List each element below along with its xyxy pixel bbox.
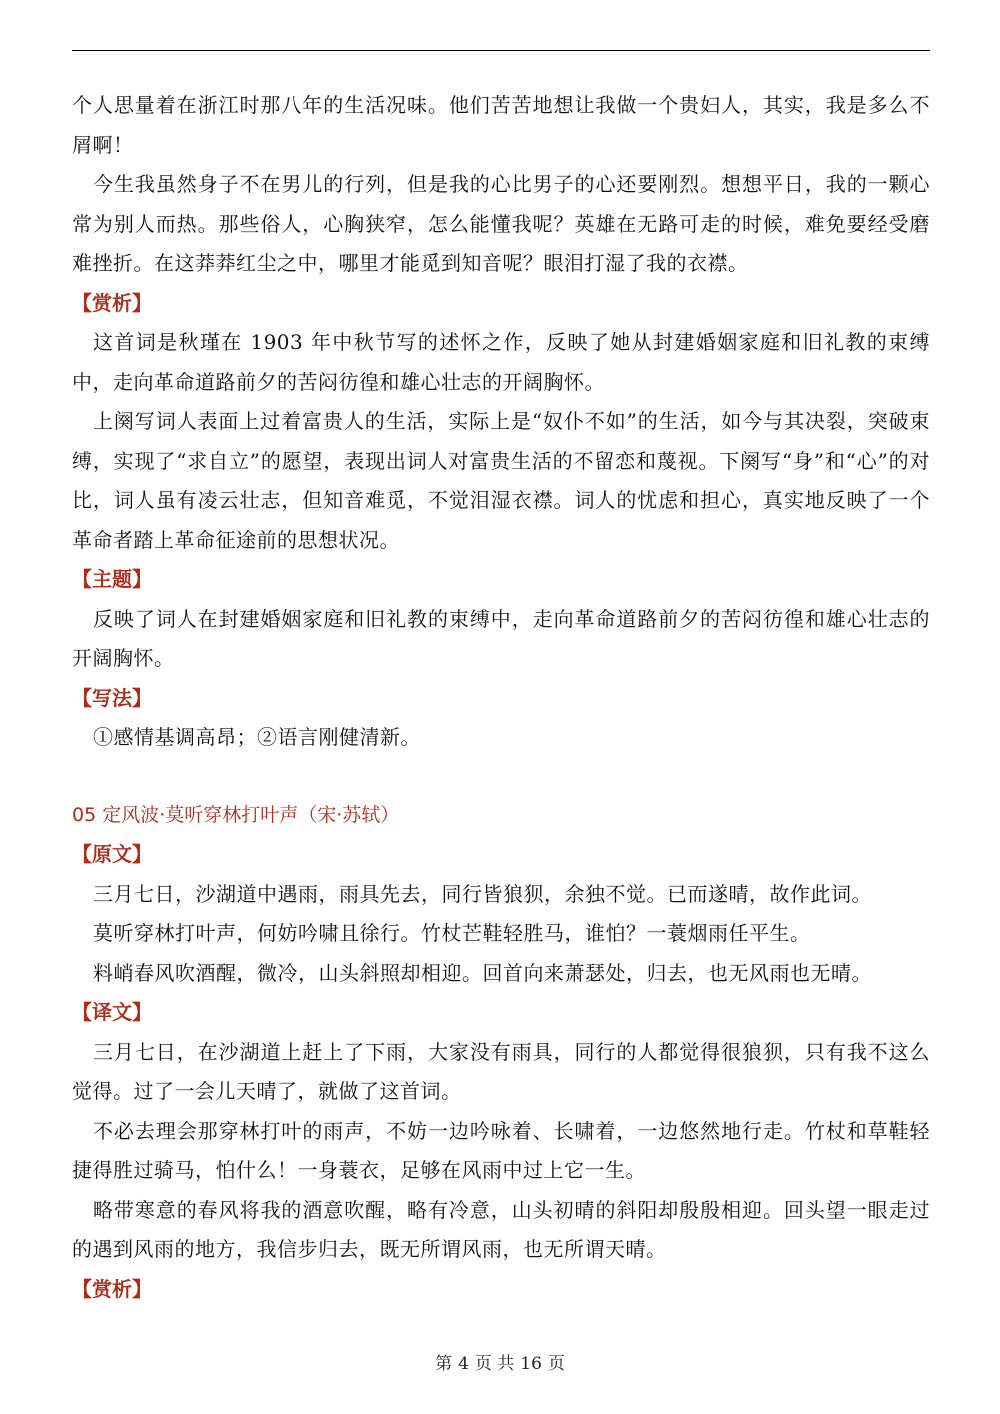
- appreciation-label-2: 【赏析】: [72, 1276, 152, 1301]
- technique-paragraph: ①感情基调高昂；②语言刚健清新。: [93, 725, 421, 749]
- footer-total-pages: 16: [520, 1354, 542, 1374]
- translation-paragraph: 今生我虽然身子不在男儿的行列，但是我的心比男子的心还要刚烈。想想平日，我的一颗心常为别人而热。那些俗人，心胸狭窄，怎么能懂我呢？英雄在无路可走的时候，难免要经受磨难挫折。在这莽莽红尘之中，哪里才能觅到知音呢？眼泪打湿了我的衣襟。: [72, 172, 930, 275]
- section-gap: [72, 758, 930, 796]
- page-footer: [0, 1349, 1000, 1374]
- theme-label: 【主题】: [72, 567, 152, 591]
- header-rule: [72, 50, 930, 51]
- page-content: [72, 86, 930, 1309]
- appreciation-paragraph-1: 这首词是秋瑾在 1903 年中秋节写的述怀之作，反映了她从封建婚姻家庭和旧礼教的束缚中，走向革命道路前夕的苦闷彷徨和雄心壮志的开阔胸怀。: [72, 330, 930, 394]
- poem-05-title: 05 定风波·莫听穿林打叶声（宋·苏轼）: [72, 803, 400, 826]
- technique-label: 【写法】: [72, 685, 152, 710]
- translation-continuation: 个人思量着在浙江时那八年的生活况味。他们苦苦地想让我做一个贵妇人，其实，我是多么不屑啊！: [72, 93, 930, 157]
- translation-label: 【译文】: [72, 1000, 152, 1024]
- footer-page-number: 4: [458, 1354, 469, 1374]
- translation-paragraph: 三月七日，在沙湖道上赶上了下雨，大家没有雨具，同行的人都觉得很狼狈，只有我不这么觉得。过了一会儿天晴了，就做了这首词。: [72, 1039, 930, 1103]
- footer-prefix: 第: [435, 1354, 453, 1374]
- footer-suffix: 页: [547, 1354, 565, 1374]
- theme-paragraph: 反映了词人在封建婚姻家庭和旧礼教的束缚中，走向革命道路前夕的苦闷彷徨和雄心壮志的开阔胸怀。: [72, 606, 930, 670]
- original-line: 三月七日，沙湖道中遇雨，雨具先去，同行皆狼狈，余独不觉。已而遂晴，故作此词。: [93, 881, 872, 906]
- original-text-label: 【原文】: [72, 842, 152, 866]
- original-line: 莫听穿林打叶声，何妨吟啸且徐行。竹杖芒鞋轻胜马，谁怕？一蓑烟雨任平生。: [93, 921, 811, 945]
- original-line: 料峭春风吹酒醒，微冷，山头斜照却相迎。回首向来萧瑟处，归去，也无风雨也无晴。: [93, 960, 872, 985]
- footer-middle: 页 共: [474, 1354, 515, 1374]
- translation-paragraph: 略带寒意的春风将我的酒意吹醒，略有冷意，山头初晴的斜阳却殷殷相迎。回头望一眼走过的遇到风雨的地方，我信步归去，既无所谓风雨，也无所谓天晴。: [72, 1197, 930, 1261]
- appreciation-paragraph-2: 上阕写词人表面上过着富贵人的生活，实际上是“奴仆不如”的生活，如今与其决裂，突破束缚，实现了“求自立”的愿望，表现出词人对富贵生活的不留恋和蔑视。下阕写“身”和“心”的对比，词人虽有凌云壮志，但知音难觅，不觉泪湿衣襟。词人的忧虑和担心，真实地反映了一个革命者踏上革命征途前的思想状况。: [72, 409, 930, 552]
- translation-paragraph: 不必去理会那穿林打叶的雨声，不妨一边吟咏着、长啸着，一边悠然地行走。竹杖和草鞋轻捷得胜过骑马，怕什么！一身蓑衣，足够在风雨中过上它一生。: [72, 1118, 930, 1182]
- appreciation-label: 【赏析】: [72, 290, 152, 315]
